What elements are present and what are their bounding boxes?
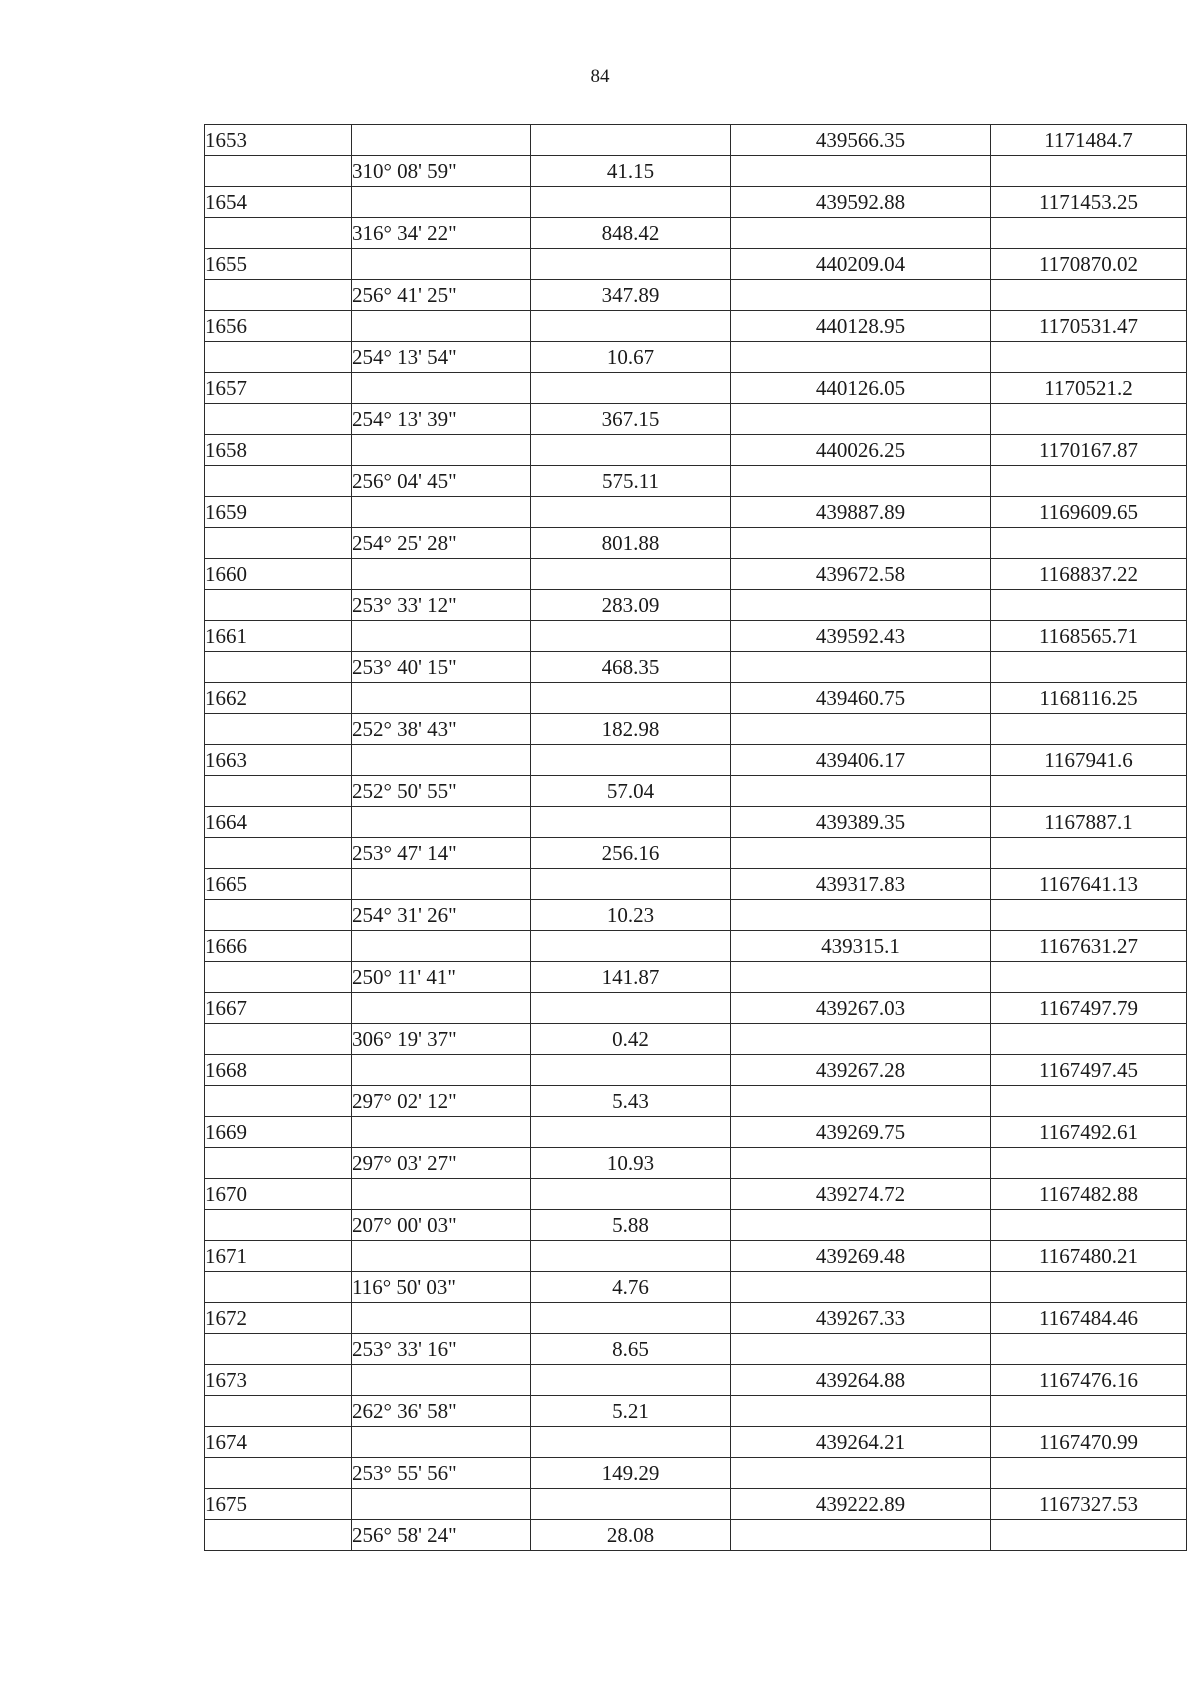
bearing-cell: 253° 55' 56" (352, 1458, 531, 1489)
empty-cell (731, 1272, 991, 1303)
empty-cell (205, 1396, 352, 1427)
empty-cell (991, 280, 1187, 311)
distance-cell: 801.88 (531, 528, 731, 559)
empty-cell (352, 993, 531, 1024)
segment-row (205, 466, 1187, 497)
x-coordinate-cell: 439267.28 (731, 1055, 991, 1086)
point-row (205, 621, 1187, 652)
distance-cell: 283.09 (531, 590, 731, 621)
point-row (205, 869, 1187, 900)
empty-cell (531, 373, 731, 404)
empty-cell (531, 125, 731, 156)
point-number-cell: 1665 (205, 869, 352, 900)
distance-cell: 8.65 (531, 1334, 731, 1365)
y-coordinate-cell: 1167887.1 (991, 807, 1187, 838)
empty-cell (352, 497, 531, 528)
distance-cell: 10.67 (531, 342, 731, 373)
empty-cell (205, 900, 352, 931)
point-row (205, 497, 1187, 528)
empty-cell (352, 807, 531, 838)
y-coordinate-cell: 1170521.2 (991, 373, 1187, 404)
empty-cell (205, 528, 352, 559)
bearing-cell: 256° 58' 24" (352, 1520, 531, 1551)
bearing-cell: 253° 33' 16" (352, 1334, 531, 1365)
segment-row (205, 652, 1187, 683)
distance-cell: 575.11 (531, 466, 731, 497)
empty-cell (352, 559, 531, 590)
empty-cell (531, 1241, 731, 1272)
empty-cell (205, 156, 352, 187)
point-number-cell: 1655 (205, 249, 352, 280)
point-number-cell: 1675 (205, 1489, 352, 1520)
coordinates-table-body (205, 125, 1187, 1551)
point-row (205, 745, 1187, 776)
empty-cell (531, 249, 731, 280)
empty-cell (205, 280, 352, 311)
empty-cell (352, 1365, 531, 1396)
segment-row (205, 1520, 1187, 1551)
empty-cell (205, 1024, 352, 1055)
empty-cell (205, 652, 352, 683)
empty-cell (352, 1055, 531, 1086)
empty-cell (731, 404, 991, 435)
empty-cell (531, 993, 731, 1024)
bearing-cell: 310° 08' 59" (352, 156, 531, 187)
empty-cell (531, 869, 731, 900)
empty-cell (531, 1427, 731, 1458)
distance-cell: 5.88 (531, 1210, 731, 1241)
empty-cell (352, 187, 531, 218)
point-number-cell: 1657 (205, 373, 352, 404)
empty-cell (991, 652, 1187, 683)
point-row (205, 1427, 1187, 1458)
y-coordinate-cell: 1170531.47 (991, 311, 1187, 342)
x-coordinate-cell: 439315.1 (731, 931, 991, 962)
distance-cell: 28.08 (531, 1520, 731, 1551)
segment-row (205, 1148, 1187, 1179)
distance-cell: 4.76 (531, 1272, 731, 1303)
segment-row (205, 776, 1187, 807)
empty-cell (352, 311, 531, 342)
x-coordinate-cell: 439222.89 (731, 1489, 991, 1520)
point-row (205, 1055, 1187, 1086)
empty-cell (731, 1520, 991, 1551)
y-coordinate-cell: 1167480.21 (991, 1241, 1187, 1272)
empty-cell (352, 125, 531, 156)
empty-cell (352, 249, 531, 280)
empty-cell (205, 1210, 352, 1241)
point-number-cell: 1660 (205, 559, 352, 590)
point-number-cell: 1661 (205, 621, 352, 652)
y-coordinate-cell: 1168116.25 (991, 683, 1187, 714)
bearing-cell: 306° 19' 37" (352, 1024, 531, 1055)
empty-cell (991, 1520, 1187, 1551)
segment-row (205, 962, 1187, 993)
point-row (205, 373, 1187, 404)
empty-cell (731, 466, 991, 497)
empty-cell (205, 590, 352, 621)
empty-cell (991, 528, 1187, 559)
empty-cell (991, 1024, 1187, 1055)
empty-cell (352, 1427, 531, 1458)
y-coordinate-cell: 1167497.45 (991, 1055, 1187, 1086)
empty-cell (731, 1024, 991, 1055)
bearing-cell: 262° 36' 58" (352, 1396, 531, 1427)
empty-cell (352, 1303, 531, 1334)
point-number-cell: 1667 (205, 993, 352, 1024)
bearing-cell: 256° 04' 45" (352, 466, 531, 497)
y-coordinate-cell: 1167941.6 (991, 745, 1187, 776)
empty-cell (531, 1117, 731, 1148)
distance-cell: 468.35 (531, 652, 731, 683)
x-coordinate-cell: 439389.35 (731, 807, 991, 838)
empty-cell (205, 1334, 352, 1365)
segment-row (205, 590, 1187, 621)
empty-cell (531, 1179, 731, 1210)
empty-cell (531, 807, 731, 838)
empty-cell (731, 1148, 991, 1179)
point-number-cell: 1664 (205, 807, 352, 838)
empty-cell (991, 1086, 1187, 1117)
x-coordinate-cell: 439672.58 (731, 559, 991, 590)
empty-cell (731, 776, 991, 807)
segment-row (205, 218, 1187, 249)
segment-row (205, 1272, 1187, 1303)
segment-row (205, 342, 1187, 373)
point-number-cell: 1654 (205, 187, 352, 218)
y-coordinate-cell: 1167484.46 (991, 1303, 1187, 1334)
point-number-cell: 1670 (205, 1179, 352, 1210)
empty-cell (731, 652, 991, 683)
empty-cell (352, 869, 531, 900)
segment-row (205, 900, 1187, 931)
empty-cell (991, 1148, 1187, 1179)
empty-cell (731, 528, 991, 559)
y-coordinate-cell: 1167482.88 (991, 1179, 1187, 1210)
empty-cell (352, 683, 531, 714)
empty-cell (205, 714, 352, 745)
point-row (205, 807, 1187, 838)
empty-cell (205, 1086, 352, 1117)
empty-cell (731, 962, 991, 993)
point-row (205, 125, 1187, 156)
x-coordinate-cell: 439592.88 (731, 187, 991, 218)
distance-cell: 367.15 (531, 404, 731, 435)
empty-cell (352, 1489, 531, 1520)
x-coordinate-cell: 439887.89 (731, 497, 991, 528)
distance-cell: 0.42 (531, 1024, 731, 1055)
empty-cell (531, 1365, 731, 1396)
x-coordinate-cell: 439274.72 (731, 1179, 991, 1210)
y-coordinate-cell: 1167476.16 (991, 1365, 1187, 1396)
empty-cell (991, 342, 1187, 373)
x-coordinate-cell: 439264.21 (731, 1427, 991, 1458)
distance-cell: 149.29 (531, 1458, 731, 1489)
empty-cell (991, 1458, 1187, 1489)
segment-row (205, 528, 1187, 559)
point-number-cell: 1653 (205, 125, 352, 156)
y-coordinate-cell: 1167497.79 (991, 993, 1187, 1024)
point-number-cell: 1656 (205, 311, 352, 342)
empty-cell (531, 745, 731, 776)
empty-cell (731, 280, 991, 311)
empty-cell (731, 1396, 991, 1427)
empty-cell (991, 1272, 1187, 1303)
bearing-cell: 297° 02' 12" (352, 1086, 531, 1117)
empty-cell (205, 466, 352, 497)
y-coordinate-cell: 1168565.71 (991, 621, 1187, 652)
y-coordinate-cell: 1167492.61 (991, 1117, 1187, 1148)
segment-row (205, 1458, 1187, 1489)
point-row (205, 1365, 1187, 1396)
coordinates-table (204, 124, 1187, 1551)
y-coordinate-cell: 1167327.53 (991, 1489, 1187, 1520)
x-coordinate-cell: 440026.25 (731, 435, 991, 466)
empty-cell (991, 466, 1187, 497)
x-coordinate-cell: 439269.75 (731, 1117, 991, 1148)
empty-cell (991, 1396, 1187, 1427)
empty-cell (991, 404, 1187, 435)
empty-cell (352, 931, 531, 962)
point-row (205, 1303, 1187, 1334)
empty-cell (352, 1117, 531, 1148)
point-row (205, 249, 1187, 280)
empty-cell (531, 1055, 731, 1086)
point-row (205, 1117, 1187, 1148)
empty-cell (205, 342, 352, 373)
empty-cell (531, 497, 731, 528)
point-number-cell: 1663 (205, 745, 352, 776)
empty-cell (991, 714, 1187, 745)
empty-cell (531, 1489, 731, 1520)
empty-cell (991, 838, 1187, 869)
empty-cell (531, 435, 731, 466)
y-coordinate-cell: 1171453.25 (991, 187, 1187, 218)
bearing-cell: 250° 11' 41" (352, 962, 531, 993)
segment-row (205, 1396, 1187, 1427)
x-coordinate-cell: 439267.03 (731, 993, 991, 1024)
point-number-cell: 1669 (205, 1117, 352, 1148)
x-coordinate-cell: 439566.35 (731, 125, 991, 156)
y-coordinate-cell: 1170167.87 (991, 435, 1187, 466)
empty-cell (531, 621, 731, 652)
x-coordinate-cell: 439317.83 (731, 869, 991, 900)
point-number-cell: 1666 (205, 931, 352, 962)
x-coordinate-cell: 440128.95 (731, 311, 991, 342)
bearing-cell: 207° 00' 03" (352, 1210, 531, 1241)
empty-cell (731, 714, 991, 745)
segment-row (205, 1210, 1187, 1241)
y-coordinate-cell: 1168837.22 (991, 559, 1187, 590)
point-number-cell: 1662 (205, 683, 352, 714)
empty-cell (205, 404, 352, 435)
empty-cell (731, 1334, 991, 1365)
x-coordinate-cell: 439592.43 (731, 621, 991, 652)
segment-row (205, 838, 1187, 869)
distance-cell: 848.42 (531, 218, 731, 249)
empty-cell (731, 218, 991, 249)
y-coordinate-cell: 1170870.02 (991, 249, 1187, 280)
x-coordinate-cell: 439269.48 (731, 1241, 991, 1272)
point-row (205, 311, 1187, 342)
distance-cell: 347.89 (531, 280, 731, 311)
empty-cell (991, 776, 1187, 807)
distance-cell: 256.16 (531, 838, 731, 869)
point-number-cell: 1673 (205, 1365, 352, 1396)
empty-cell (731, 838, 991, 869)
point-row (205, 683, 1187, 714)
x-coordinate-cell: 439267.33 (731, 1303, 991, 1334)
segment-row (205, 1024, 1187, 1055)
distance-cell: 5.43 (531, 1086, 731, 1117)
empty-cell (991, 156, 1187, 187)
bearing-cell: 253° 40' 15" (352, 652, 531, 683)
empty-cell (531, 683, 731, 714)
empty-cell (731, 1210, 991, 1241)
distance-cell: 57.04 (531, 776, 731, 807)
bearing-cell: 316° 34' 22" (352, 218, 531, 249)
empty-cell (352, 745, 531, 776)
empty-cell (352, 435, 531, 466)
distance-cell: 10.23 (531, 900, 731, 931)
empty-cell (731, 900, 991, 931)
segment-row (205, 1334, 1187, 1365)
empty-cell (991, 900, 1187, 931)
segment-row (205, 280, 1187, 311)
bearing-cell: 254° 31' 26" (352, 900, 531, 931)
distance-cell: 41.15 (531, 156, 731, 187)
x-coordinate-cell: 439406.17 (731, 745, 991, 776)
empty-cell (731, 156, 991, 187)
x-coordinate-cell: 439460.75 (731, 683, 991, 714)
empty-cell (352, 1179, 531, 1210)
bearing-cell: 297° 03' 27" (352, 1148, 531, 1179)
empty-cell (205, 1520, 352, 1551)
empty-cell (531, 311, 731, 342)
empty-cell (205, 838, 352, 869)
point-number-cell: 1671 (205, 1241, 352, 1272)
empty-cell (205, 218, 352, 249)
y-coordinate-cell: 1167631.27 (991, 931, 1187, 962)
point-number-cell: 1659 (205, 497, 352, 528)
segment-row (205, 156, 1187, 187)
y-coordinate-cell: 1169609.65 (991, 497, 1187, 528)
empty-cell (731, 342, 991, 373)
empty-cell (205, 776, 352, 807)
segment-row (205, 404, 1187, 435)
empty-cell (991, 590, 1187, 621)
x-coordinate-cell: 439264.88 (731, 1365, 991, 1396)
bearing-cell: 254° 13' 54" (352, 342, 531, 373)
empty-cell (731, 590, 991, 621)
page-number: 84 (590, 66, 610, 87)
point-number-cell: 1672 (205, 1303, 352, 1334)
empty-cell (352, 1241, 531, 1272)
x-coordinate-cell: 440126.05 (731, 373, 991, 404)
point-row (205, 931, 1187, 962)
bearing-cell: 253° 47' 14" (352, 838, 531, 869)
point-number-cell: 1658 (205, 435, 352, 466)
empty-cell (531, 559, 731, 590)
y-coordinate-cell: 1167470.99 (991, 1427, 1187, 1458)
bearing-cell: 252° 50' 55" (352, 776, 531, 807)
bearing-cell: 252° 38' 43" (352, 714, 531, 745)
point-number-cell: 1668 (205, 1055, 352, 1086)
empty-cell (205, 1272, 352, 1303)
bearing-cell: 256° 41' 25" (352, 280, 531, 311)
point-row (205, 1179, 1187, 1210)
x-coordinate-cell: 440209.04 (731, 249, 991, 280)
distance-cell: 5.21 (531, 1396, 731, 1427)
distance-cell: 10.93 (531, 1148, 731, 1179)
point-row (205, 993, 1187, 1024)
empty-cell (731, 1458, 991, 1489)
y-coordinate-cell: 1171484.7 (991, 125, 1187, 156)
segment-row (205, 1086, 1187, 1117)
empty-cell (205, 962, 352, 993)
bearing-cell: 254° 13' 39" (352, 404, 531, 435)
point-row (205, 559, 1187, 590)
point-number-cell: 1674 (205, 1427, 352, 1458)
empty-cell (205, 1458, 352, 1489)
bearing-cell: 116° 50' 03" (352, 1272, 531, 1303)
empty-cell (352, 373, 531, 404)
empty-cell (991, 962, 1187, 993)
empty-cell (205, 1148, 352, 1179)
point-row (205, 435, 1187, 466)
segment-row (205, 714, 1187, 745)
empty-cell (991, 1334, 1187, 1365)
point-row (205, 187, 1187, 218)
y-coordinate-cell: 1167641.13 (991, 869, 1187, 900)
empty-cell (352, 621, 531, 652)
empty-cell (531, 187, 731, 218)
distance-cell: 182.98 (531, 714, 731, 745)
point-row (205, 1241, 1187, 1272)
empty-cell (731, 1086, 991, 1117)
empty-cell (991, 1210, 1187, 1241)
bearing-cell: 254° 25' 28" (352, 528, 531, 559)
empty-cell (531, 1303, 731, 1334)
empty-cell (991, 218, 1187, 249)
point-row (205, 1489, 1187, 1520)
distance-cell: 141.87 (531, 962, 731, 993)
bearing-cell: 253° 33' 12" (352, 590, 531, 621)
empty-cell (531, 931, 731, 962)
